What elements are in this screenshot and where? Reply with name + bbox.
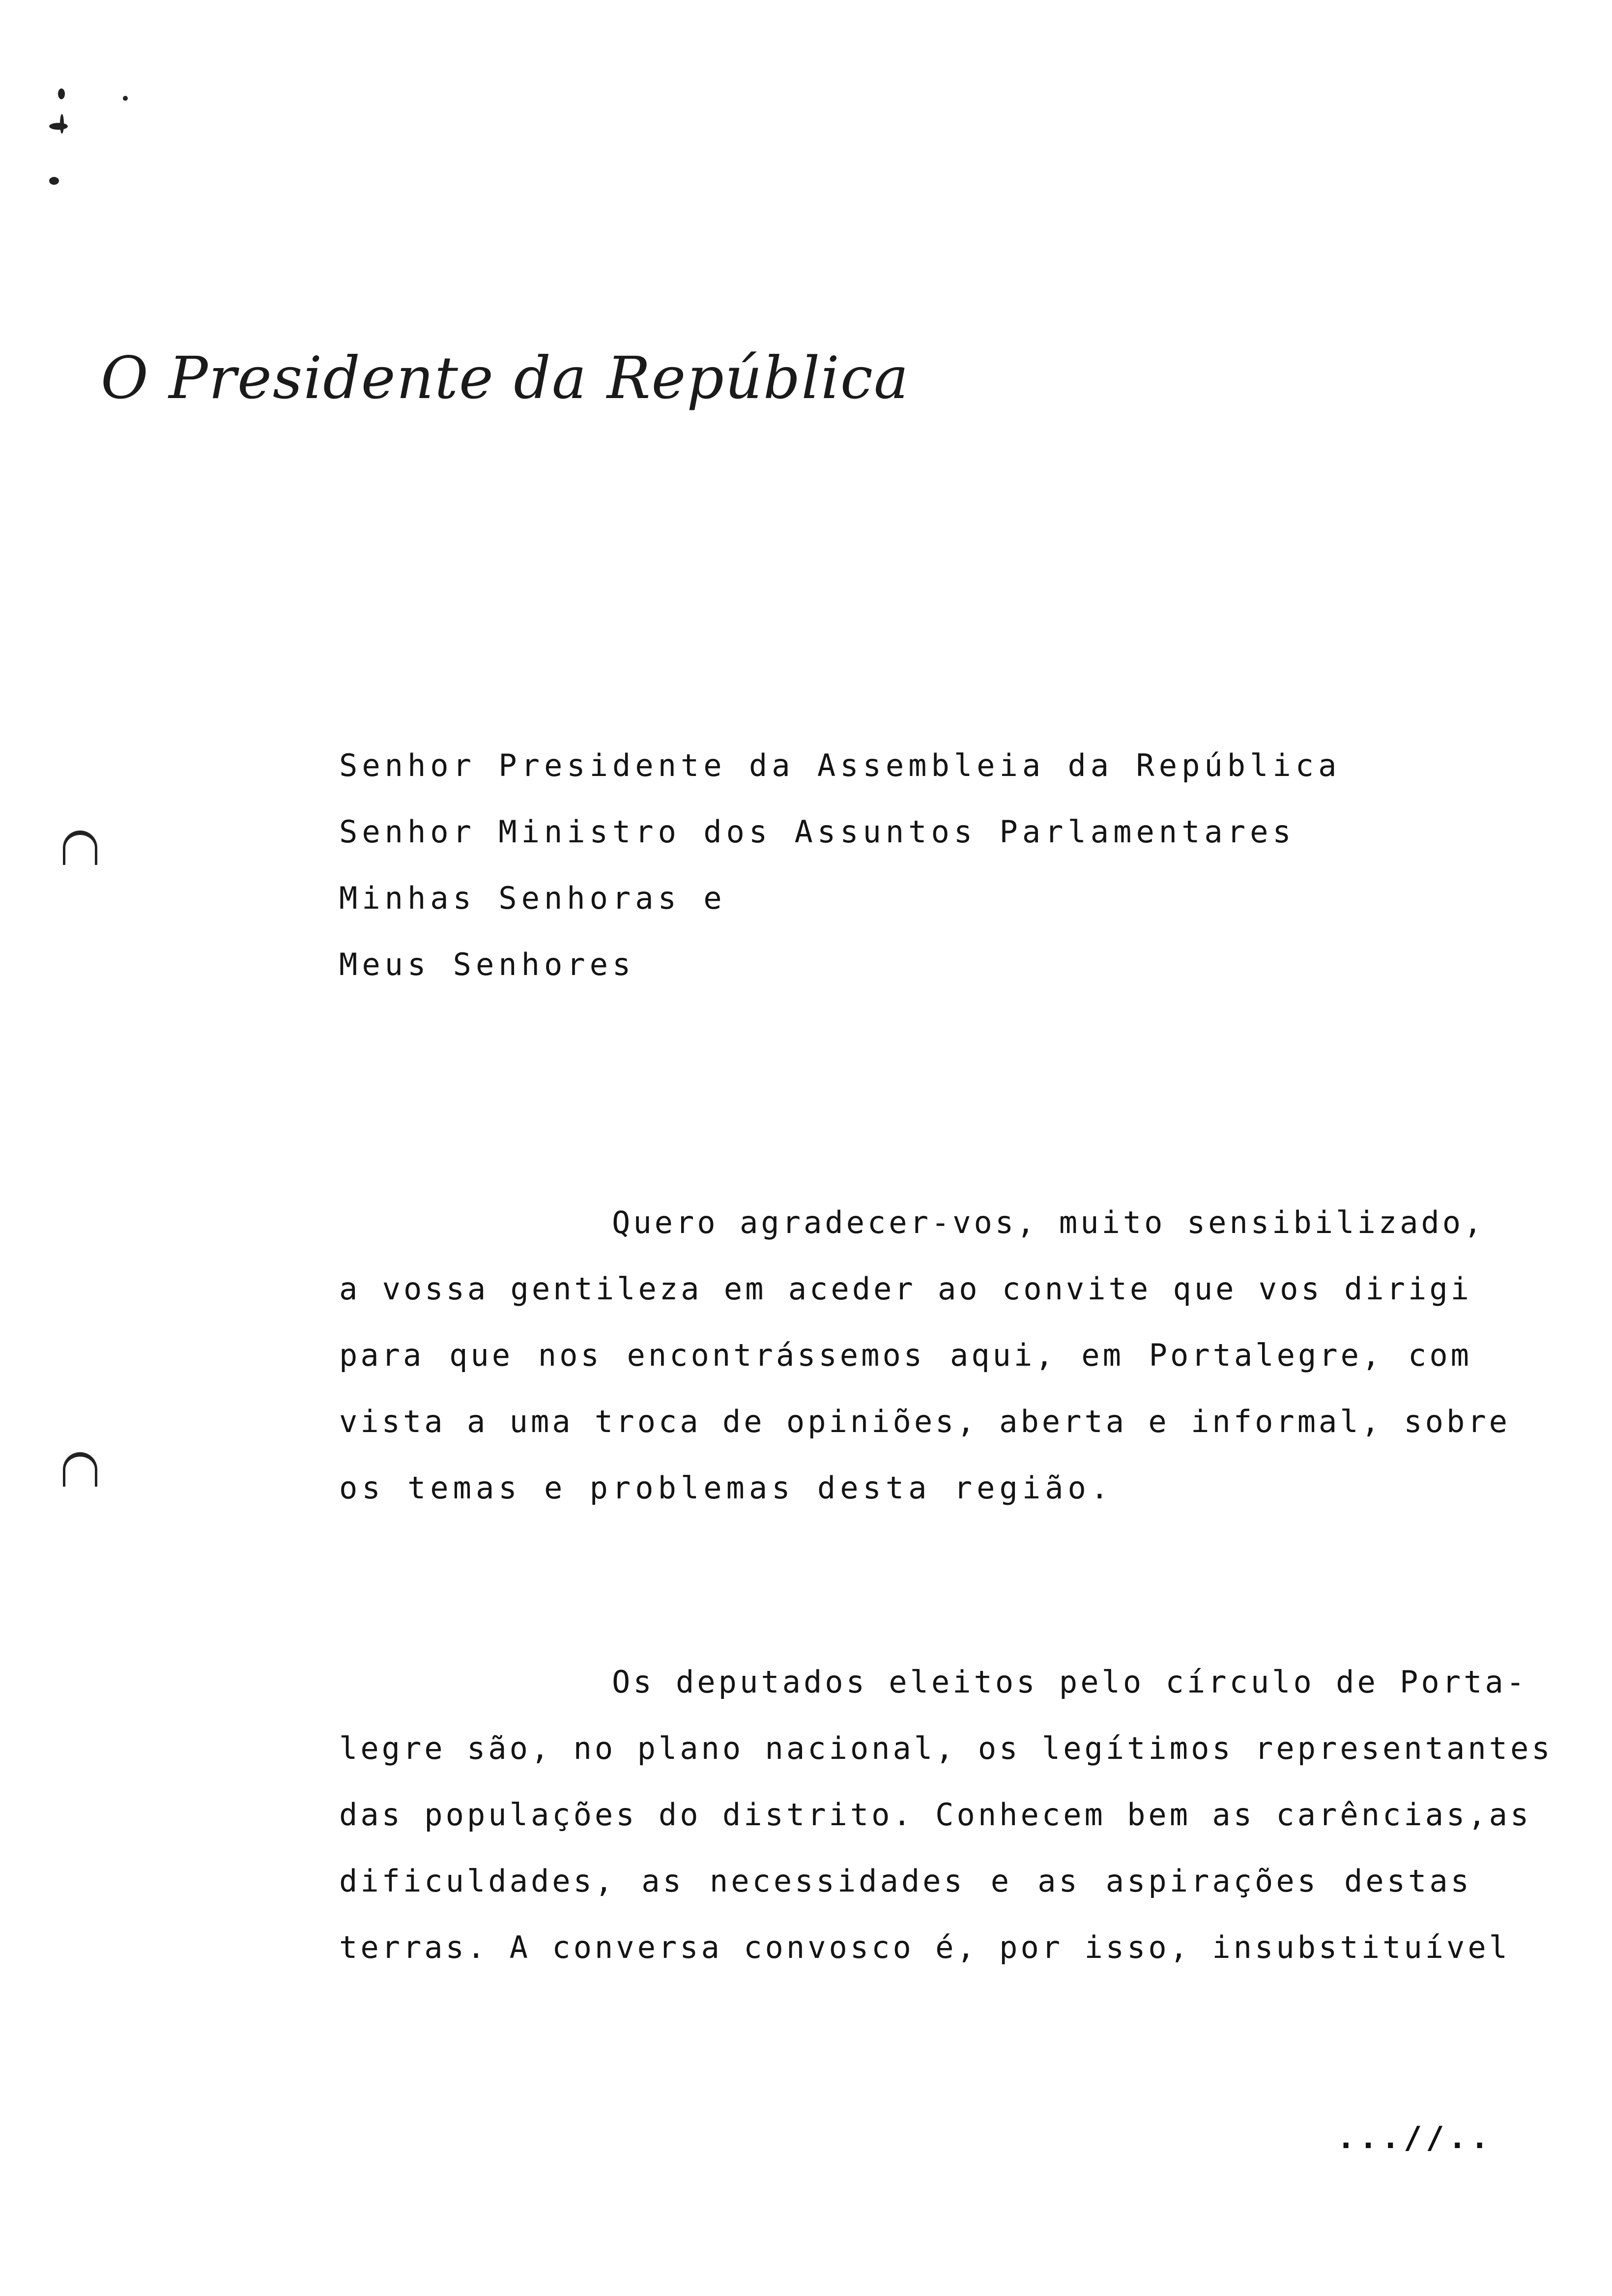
paragraph-line: vista a uma troca de opiniões, aberta e informal, sobre — [339, 1404, 1510, 1439]
paragraph-line: os temas e problemas desta região. — [339, 1470, 1114, 1506]
page-continuation-mark: ...//.. — [1337, 2120, 1493, 2155]
paragraph-line: legre são, no plano nacional, os legítimos representantes — [339, 1730, 1553, 1766]
paragraph-line: Os deputados eleitos pelo círculo de Porta- — [612, 1664, 1528, 1700]
paragraph-line: Quero agradecer-vos, muito sensibilizado, — [612, 1205, 1485, 1240]
paragraph-line: dificuldades, as necessidades e as aspirações destas — [339, 1863, 1472, 1899]
paragraph-line: terras. A conversa convosco é, por isso, insubstituível — [339, 1929, 1510, 1965]
punch-hole-mark — [63, 1452, 97, 1487]
paragraph-line: a vossa gentileza em aceder ao convite que vos dirigi — [339, 1271, 1472, 1307]
salutation-line: Senhor Presidente da Assembleia da República — [339, 747, 1341, 783]
scan-mark — [49, 123, 68, 130]
scan-mark — [60, 114, 64, 134]
paragraph-line: para que nos encontrássemos aqui, em Portalegre, com — [339, 1337, 1472, 1373]
scan-mark — [49, 177, 59, 185]
salutation-line: Minhas Senhoras e — [339, 880, 726, 916]
letterhead-title: O Presidente da República — [101, 344, 910, 412]
salutation-line: Meus Senhores — [339, 947, 635, 982]
scan-mark — [123, 96, 128, 101]
scan-mark — [58, 88, 65, 99]
salutation-line: Senhor Ministro dos Assuntos Parlamentares — [339, 814, 1295, 850]
punch-hole-mark — [63, 831, 97, 865]
paragraph-line: das populações do distrito. Conhecem bem as carências,as — [339, 1797, 1532, 1833]
